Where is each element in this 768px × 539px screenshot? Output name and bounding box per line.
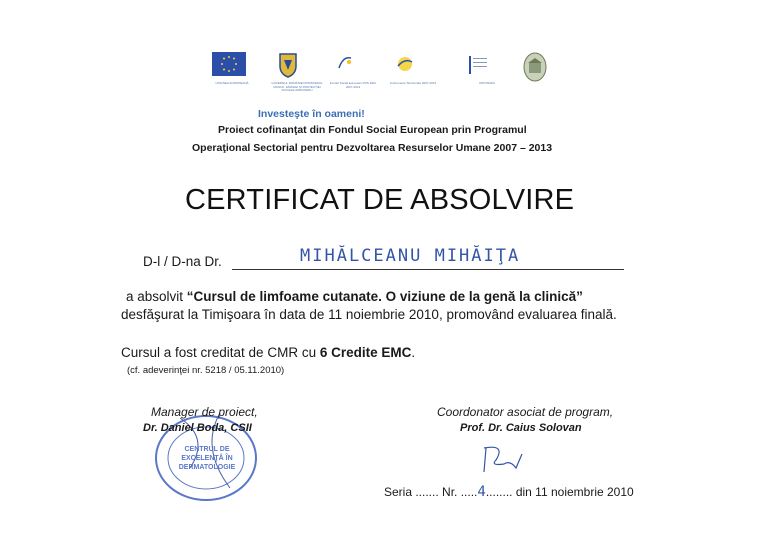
credit-suffix: . bbox=[411, 345, 416, 360]
recipient-name: MIHĂLCEANU MIHĂIŢA bbox=[300, 246, 521, 266]
credit-value: 6 Credite EMC bbox=[319, 345, 412, 360]
header-slogan: Investeşte în oameni! bbox=[258, 108, 365, 120]
absolvit-prefix: a absolvit bbox=[126, 289, 187, 304]
course-line bbox=[126, 289, 583, 304]
seria-label: Seria bbox=[384, 485, 413, 499]
logo-caption: OIPOSDRU bbox=[478, 81, 495, 85]
stamp-inner-text: CENTRUL DE EXCELENŢĂ ÎN DERMATOLOGIE bbox=[178, 446, 236, 471]
oi-posdru-icon bbox=[467, 52, 491, 78]
recipient-label: D-l / D-na Dr. bbox=[143, 254, 222, 269]
recipient-underline bbox=[232, 269, 624, 270]
certificate-title: CERTIFICAT DE ABSOLVIRE bbox=[185, 184, 575, 216]
instrumente-structurale-logo bbox=[389, 52, 437, 85]
right-signature-role: Coordonator asociat de program, bbox=[437, 405, 614, 419]
credit-prefix: Cursul a fost creditat de CMR cu bbox=[121, 345, 320, 360]
instrumente-structurale-icon bbox=[393, 52, 417, 76]
right-signature-name: Prof. Dr. Caius Solovan bbox=[460, 422, 582, 434]
university-logo bbox=[523, 52, 547, 87]
romania-gov-logo bbox=[271, 52, 323, 92]
left-signature-role: Manager de proiect, bbox=[151, 405, 258, 419]
eu-flag-logo bbox=[212, 52, 249, 85]
logo-caption: Instrumente Structurale 2007-2013 bbox=[389, 81, 437, 85]
serial-line: Seria ....... Nr. .....4........ din 11 noiembrie 2010 bbox=[384, 484, 634, 500]
romania-coat-of-arms-icon bbox=[277, 52, 299, 78]
handwritten-signature bbox=[480, 440, 530, 480]
oiposdru-logo bbox=[467, 52, 495, 85]
credit-line bbox=[121, 345, 415, 360]
nr-label: Nr. bbox=[442, 485, 458, 499]
fse-logo-icon bbox=[333, 52, 357, 76]
logo-caption: Fondul Social European POS DRU 2007-2013 bbox=[329, 81, 377, 89]
fse-logo bbox=[329, 52, 377, 89]
logo-caption: UNIUNEA EUROPEANĂ bbox=[215, 81, 249, 85]
course-name: “Cursul de limfoame cutanate. O viziune de la genă la clinică” bbox=[186, 289, 583, 304]
header-line-2: Operaţional Sectorial pentru Dezvoltarea Resurselor Umane 2007 – 2013 bbox=[192, 142, 553, 154]
header-line-1: Proiect cofinanţat din Fondul Social European prin Programul bbox=[218, 124, 527, 136]
nr-value: 4 bbox=[477, 484, 486, 500]
logo-strip bbox=[205, 52, 565, 97]
university-building-icon bbox=[523, 52, 547, 82]
left-signature-name: Dr. Daniel Boda, CSII bbox=[143, 422, 252, 434]
issue-date: din 11 noiembrie 2010 bbox=[512, 485, 634, 499]
reference-note: (cf. adeverinţei nr. 5218 / 05.11.2010) bbox=[127, 365, 285, 376]
logo-caption: GUVERNUL ROMÂNIEI MINISTERUL MUNCII, FAMILIEI ŞI PROTECŢIEI SOCIALE AMPOSDRU bbox=[271, 81, 323, 92]
eu-flag-icon bbox=[212, 52, 246, 76]
course-details: desfăşurat la Timişoara în data de 11 noiembrie 2010, promovând evaluarea finală. bbox=[121, 307, 617, 322]
